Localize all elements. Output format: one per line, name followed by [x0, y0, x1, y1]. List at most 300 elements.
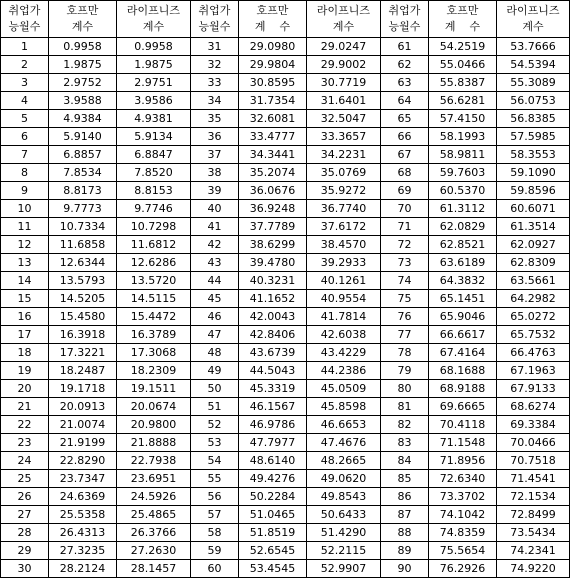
months-cell: 40	[191, 200, 239, 218]
months-cell: 30	[1, 560, 49, 578]
months-cell: 61	[381, 38, 429, 56]
leibniz-cell: 34.2231	[307, 146, 381, 164]
table-row	[1, 74, 570, 92]
hoffman-cell: 4.9384	[49, 110, 117, 128]
leibniz-cell: 4.9381	[117, 110, 191, 128]
hoffman-cell: 65.1451	[429, 290, 497, 308]
leibniz-cell: 71.4541	[497, 470, 570, 488]
months-cell: 71	[381, 218, 429, 236]
leibniz-cell: 56.0753	[497, 92, 570, 110]
leibniz-cell: 3.9586	[117, 92, 191, 110]
hoffman-cell: 63.6189	[429, 254, 497, 272]
months-cell: 7	[1, 146, 49, 164]
months-cell: 19	[1, 362, 49, 380]
leibniz-cell: 6.8847	[117, 146, 191, 164]
months-cell: 75	[381, 290, 429, 308]
header-row	[1, 1, 570, 38]
leibniz-cell: 73.5434	[497, 524, 570, 542]
hoffman-cell: 70.4118	[429, 416, 497, 434]
leibniz-cell: 63.5661	[497, 272, 570, 290]
hoffman-cell: 71.8956	[429, 452, 497, 470]
leibniz-cell: 66.4763	[497, 344, 570, 362]
table-row	[1, 344, 570, 362]
months-cell: 45	[191, 290, 239, 308]
hoffman-cell: 66.6617	[429, 326, 497, 344]
hoffman-cell: 17.3221	[49, 344, 117, 362]
table-row	[1, 398, 570, 416]
leibniz-cell: 40.9554	[307, 290, 381, 308]
table-row	[1, 542, 570, 560]
hoffman-cell: 39.4780	[239, 254, 307, 272]
leibniz-cell: 72.1534	[497, 488, 570, 506]
leibniz-cell: 44.2386	[307, 362, 381, 380]
hoffman-cell: 62.8521	[429, 236, 497, 254]
hoffman-cell: 22.8290	[49, 452, 117, 470]
header-leibniz-3: 라이프니즈 계수	[497, 1, 570, 38]
leibniz-cell: 54.5394	[497, 56, 570, 74]
leibniz-cell: 9.7746	[117, 200, 191, 218]
table-row	[1, 200, 570, 218]
header-months-3: 취업가 능월수	[381, 1, 429, 38]
leibniz-cell: 11.6812	[117, 236, 191, 254]
leibniz-cell: 15.4472	[117, 308, 191, 326]
table-row	[1, 362, 570, 380]
hoffman-cell: 48.6140	[239, 452, 307, 470]
months-cell: 80	[381, 380, 429, 398]
table-row	[1, 290, 570, 308]
leibniz-cell: 17.3068	[117, 344, 191, 362]
leibniz-cell: 70.7518	[497, 452, 570, 470]
leibniz-cell: 32.5047	[307, 110, 381, 128]
table-row	[1, 488, 570, 506]
hoffman-cell: 58.9811	[429, 146, 497, 164]
months-cell: 13	[1, 254, 49, 272]
months-cell: 62	[381, 56, 429, 74]
months-cell: 57	[191, 506, 239, 524]
table-row	[1, 128, 570, 146]
hoffman-cell: 29.0980	[239, 38, 307, 56]
table-row	[1, 434, 570, 452]
months-cell: 48	[191, 344, 239, 362]
months-cell: 36	[191, 128, 239, 146]
months-cell: 22	[1, 416, 49, 434]
hoffman-cell: 65.9046	[429, 308, 497, 326]
hoffman-cell: 21.0074	[49, 416, 117, 434]
header-months-1: 취업가 능월수	[1, 1, 49, 38]
header-months-2: 취업가 능월수	[191, 1, 239, 38]
hoffman-cell: 58.1993	[429, 128, 497, 146]
hoffman-cell: 75.5654	[429, 542, 497, 560]
months-cell: 87	[381, 506, 429, 524]
hoffman-cell: 3.9588	[49, 92, 117, 110]
header-leibniz-1: 라이프니즈 계수	[117, 1, 191, 38]
months-cell: 67	[381, 146, 429, 164]
leibniz-cell: 68.6274	[497, 398, 570, 416]
leibniz-cell: 8.8153	[117, 182, 191, 200]
leibniz-cell: 58.3553	[497, 146, 570, 164]
leibniz-cell: 0.9958	[117, 38, 191, 56]
months-cell: 35	[191, 110, 239, 128]
months-cell: 44	[191, 272, 239, 290]
hoffman-cell: 31.7354	[239, 92, 307, 110]
months-cell: 66	[381, 128, 429, 146]
months-cell: 9	[1, 182, 49, 200]
header-leibniz-2: 라이프니즈 계수	[307, 1, 381, 38]
months-cell: 4	[1, 92, 49, 110]
months-cell: 41	[191, 218, 239, 236]
leibniz-cell: 45.8598	[307, 398, 381, 416]
leibniz-cell: 13.5720	[117, 272, 191, 290]
table-row	[1, 38, 570, 56]
table-row	[1, 146, 570, 164]
hoffman-cell: 13.5793	[49, 272, 117, 290]
leibniz-cell: 65.7532	[497, 326, 570, 344]
months-cell: 69	[381, 182, 429, 200]
leibniz-cell: 70.0466	[497, 434, 570, 452]
months-cell: 2	[1, 56, 49, 74]
header-hoffman-3: 호프만 계 수	[429, 1, 497, 38]
leibniz-cell: 12.6286	[117, 254, 191, 272]
months-cell: 27	[1, 506, 49, 524]
hoffman-cell: 1.9875	[49, 56, 117, 74]
leibniz-cell: 30.7719	[307, 74, 381, 92]
hoffman-cell: 32.6081	[239, 110, 307, 128]
months-cell: 55	[191, 470, 239, 488]
leibniz-cell: 24.5926	[117, 488, 191, 506]
months-cell: 86	[381, 488, 429, 506]
hoffman-cell: 47.7977	[239, 434, 307, 452]
hoffman-cell: 69.6665	[429, 398, 497, 416]
hoffman-cell: 62.0829	[429, 218, 497, 236]
months-cell: 63	[381, 74, 429, 92]
hoffman-cell: 6.8857	[49, 146, 117, 164]
months-cell: 23	[1, 434, 49, 452]
months-cell: 39	[191, 182, 239, 200]
months-cell: 70	[381, 200, 429, 218]
hoffman-cell: 60.5370	[429, 182, 497, 200]
hoffman-cell: 33.4777	[239, 128, 307, 146]
leibniz-cell: 36.7740	[307, 200, 381, 218]
months-cell: 81	[381, 398, 429, 416]
hoffman-cell: 9.7773	[49, 200, 117, 218]
hoffman-cell: 16.3918	[49, 326, 117, 344]
hoffman-cell: 37.7789	[239, 218, 307, 236]
leibniz-cell: 74.9220	[497, 560, 570, 578]
months-cell: 64	[381, 92, 429, 110]
months-cell: 46	[191, 308, 239, 326]
hoffman-cell: 21.9199	[49, 434, 117, 452]
table-row	[1, 380, 570, 398]
hoffman-cell: 27.3235	[49, 542, 117, 560]
leibniz-cell: 57.5985	[497, 128, 570, 146]
hoffman-cell: 74.8359	[429, 524, 497, 542]
months-cell: 58	[191, 524, 239, 542]
hoffman-cell: 50.2284	[239, 488, 307, 506]
leibniz-cell: 48.2665	[307, 452, 381, 470]
table-row	[1, 218, 570, 236]
months-cell: 21	[1, 398, 49, 416]
hoffman-cell: 28.2124	[49, 560, 117, 578]
leibniz-cell: 46.6653	[307, 416, 381, 434]
hoffman-cell: 0.9958	[49, 38, 117, 56]
months-cell: 59	[191, 542, 239, 560]
months-cell: 11	[1, 218, 49, 236]
months-cell: 84	[381, 452, 429, 470]
leibniz-cell: 65.0272	[497, 308, 570, 326]
months-cell: 33	[191, 74, 239, 92]
leibniz-cell: 23.6951	[117, 470, 191, 488]
leibniz-cell: 33.3657	[307, 128, 381, 146]
hoffman-cell: 64.3832	[429, 272, 497, 290]
months-cell: 47	[191, 326, 239, 344]
hoffman-cell: 59.7603	[429, 164, 497, 182]
leibniz-cell: 43.4229	[307, 344, 381, 362]
hoffman-cell: 57.4150	[429, 110, 497, 128]
months-cell: 65	[381, 110, 429, 128]
leibniz-cell: 62.8309	[497, 254, 570, 272]
months-cell: 50	[191, 380, 239, 398]
months-cell: 6	[1, 128, 49, 146]
hoffman-cell: 51.0465	[239, 506, 307, 524]
leibniz-cell: 26.3766	[117, 524, 191, 542]
months-cell: 53	[191, 434, 239, 452]
leibniz-cell: 18.2309	[117, 362, 191, 380]
leibniz-cell: 1.9875	[117, 56, 191, 74]
hoffman-cell: 10.7334	[49, 218, 117, 236]
leibniz-cell: 28.1457	[117, 560, 191, 578]
hoffman-cell: 5.9140	[49, 128, 117, 146]
hoffman-cell: 46.9786	[239, 416, 307, 434]
table-row	[1, 416, 570, 434]
months-cell: 10	[1, 200, 49, 218]
hoffman-cell: 30.8595	[239, 74, 307, 92]
leibniz-cell: 2.9751	[117, 74, 191, 92]
hoffman-cell: 40.3231	[239, 272, 307, 290]
hoffman-cell: 71.1548	[429, 434, 497, 452]
hoffman-cell: 25.5358	[49, 506, 117, 524]
months-cell: 89	[381, 542, 429, 560]
hoffman-cell: 42.8406	[239, 326, 307, 344]
months-cell: 15	[1, 290, 49, 308]
months-cell: 72	[381, 236, 429, 254]
leibniz-cell: 29.9002	[307, 56, 381, 74]
hoffman-cell: 55.8387	[429, 74, 497, 92]
leibniz-cell: 29.0247	[307, 38, 381, 56]
hoffman-cell: 15.4580	[49, 308, 117, 326]
hoffman-cell: 52.6545	[239, 542, 307, 560]
months-cell: 31	[191, 38, 239, 56]
hoffman-cell: 34.3441	[239, 146, 307, 164]
months-cell: 17	[1, 326, 49, 344]
leibniz-cell: 64.2982	[497, 290, 570, 308]
hoffman-cell: 36.9248	[239, 200, 307, 218]
leibniz-cell: 42.6038	[307, 326, 381, 344]
hoffman-cell: 68.9188	[429, 380, 497, 398]
table-body	[1, 38, 570, 578]
hoffman-cell: 74.1042	[429, 506, 497, 524]
months-cell: 83	[381, 434, 429, 452]
months-cell: 73	[381, 254, 429, 272]
leibniz-cell: 51.4290	[307, 524, 381, 542]
months-cell: 51	[191, 398, 239, 416]
leibniz-cell: 49.8543	[307, 488, 381, 506]
hoffman-cell: 23.7347	[49, 470, 117, 488]
table-row	[1, 524, 570, 542]
leibniz-cell: 27.2630	[117, 542, 191, 560]
months-cell: 68	[381, 164, 429, 182]
table-row	[1, 506, 570, 524]
table-row	[1, 308, 570, 326]
leibniz-cell: 16.3789	[117, 326, 191, 344]
leibniz-cell: 74.2341	[497, 542, 570, 560]
months-cell: 52	[191, 416, 239, 434]
table-row	[1, 452, 570, 470]
months-cell: 18	[1, 344, 49, 362]
hoffman-cell: 61.3112	[429, 200, 497, 218]
months-cell: 5	[1, 110, 49, 128]
table-header	[1, 1, 570, 38]
hoffman-cell: 51.8519	[239, 524, 307, 542]
months-cell: 37	[191, 146, 239, 164]
leibniz-cell: 59.1090	[497, 164, 570, 182]
months-cell: 14	[1, 272, 49, 290]
leibniz-cell: 45.0509	[307, 380, 381, 398]
hoffman-cell: 67.4164	[429, 344, 497, 362]
leibniz-cell: 67.1963	[497, 362, 570, 380]
leibniz-cell: 20.9800	[117, 416, 191, 434]
header-hoffman-2: 호프만 계 수	[239, 1, 307, 38]
hoffman-cell: 26.4313	[49, 524, 117, 542]
months-cell: 3	[1, 74, 49, 92]
leibniz-cell: 53.7666	[497, 38, 570, 56]
leibniz-cell: 25.4865	[117, 506, 191, 524]
leibniz-cell: 22.7938	[117, 452, 191, 470]
hoffman-cell: 8.8173	[49, 182, 117, 200]
months-cell: 25	[1, 470, 49, 488]
hoffman-cell: 14.5205	[49, 290, 117, 308]
months-cell: 78	[381, 344, 429, 362]
months-cell: 85	[381, 470, 429, 488]
hoffman-cell: 54.2519	[429, 38, 497, 56]
table-row	[1, 92, 570, 110]
leibniz-cell: 31.6401	[307, 92, 381, 110]
leibniz-cell: 35.9272	[307, 182, 381, 200]
hoffman-cell: 76.2926	[429, 560, 497, 578]
months-cell: 49	[191, 362, 239, 380]
leibniz-cell: 61.3514	[497, 218, 570, 236]
leibniz-cell: 52.2115	[307, 542, 381, 560]
table-row	[1, 110, 570, 128]
hoffman-cell: 35.2074	[239, 164, 307, 182]
months-cell: 28	[1, 524, 49, 542]
leibniz-cell: 72.8499	[497, 506, 570, 524]
hoffman-cell: 2.9752	[49, 74, 117, 92]
months-cell: 43	[191, 254, 239, 272]
leibniz-cell: 7.8520	[117, 164, 191, 182]
months-cell: 82	[381, 416, 429, 434]
table-row	[1, 182, 570, 200]
leibniz-cell: 41.7814	[307, 308, 381, 326]
leibniz-cell: 62.0927	[497, 236, 570, 254]
header-hoffman-1: 호프만 계수	[49, 1, 117, 38]
months-cell: 32	[191, 56, 239, 74]
hoffman-cell: 44.5043	[239, 362, 307, 380]
table-row	[1, 326, 570, 344]
hoffman-cell: 68.1688	[429, 362, 497, 380]
months-cell: 29	[1, 542, 49, 560]
table-row	[1, 56, 570, 74]
leibniz-cell: 10.7298	[117, 218, 191, 236]
months-cell: 38	[191, 164, 239, 182]
table-row	[1, 236, 570, 254]
months-cell: 77	[381, 326, 429, 344]
hoffman-cell: 49.4276	[239, 470, 307, 488]
hoffman-cell: 56.6281	[429, 92, 497, 110]
hoffman-cell: 11.6858	[49, 236, 117, 254]
months-cell: 24	[1, 452, 49, 470]
leibniz-cell: 52.9907	[307, 560, 381, 578]
leibniz-cell: 21.8888	[117, 434, 191, 452]
hoffman-cell: 53.4545	[239, 560, 307, 578]
leibniz-cell: 38.4570	[307, 236, 381, 254]
hoffman-cell: 29.9804	[239, 56, 307, 74]
hoffman-cell: 20.0913	[49, 398, 117, 416]
leibniz-cell: 20.0674	[117, 398, 191, 416]
months-cell: 90	[381, 560, 429, 578]
hoffman-cell: 43.6739	[239, 344, 307, 362]
hoffman-cell: 7.8534	[49, 164, 117, 182]
months-cell: 20	[1, 380, 49, 398]
table-row	[1, 254, 570, 272]
hoffman-cell: 38.6299	[239, 236, 307, 254]
leibniz-cell: 35.0769	[307, 164, 381, 182]
leibniz-cell: 19.1511	[117, 380, 191, 398]
hoffman-cell: 12.6344	[49, 254, 117, 272]
hoffman-cell: 36.0676	[239, 182, 307, 200]
hoffman-cell: 18.2487	[49, 362, 117, 380]
months-cell: 12	[1, 236, 49, 254]
months-cell: 8	[1, 164, 49, 182]
months-cell: 79	[381, 362, 429, 380]
months-cell: 1	[1, 38, 49, 56]
hoffman-cell: 24.6369	[49, 488, 117, 506]
leibniz-cell: 37.6172	[307, 218, 381, 236]
months-cell: 88	[381, 524, 429, 542]
leibniz-cell: 14.5115	[117, 290, 191, 308]
leibniz-cell: 60.6071	[497, 200, 570, 218]
leibniz-cell: 39.2933	[307, 254, 381, 272]
leibniz-cell: 55.3089	[497, 74, 570, 92]
hoffman-cell: 45.3319	[239, 380, 307, 398]
months-cell: 76	[381, 308, 429, 326]
hoffman-cell: 73.3702	[429, 488, 497, 506]
months-cell: 54	[191, 452, 239, 470]
table-row	[1, 164, 570, 182]
hoffman-cell: 72.6340	[429, 470, 497, 488]
months-cell: 74	[381, 272, 429, 290]
hoffman-cell: 55.0466	[429, 56, 497, 74]
leibniz-cell: 40.1261	[307, 272, 381, 290]
leibniz-cell: 5.9134	[117, 128, 191, 146]
leibniz-cell: 50.6433	[307, 506, 381, 524]
leibniz-cell: 59.8596	[497, 182, 570, 200]
months-cell: 26	[1, 488, 49, 506]
months-cell: 16	[1, 308, 49, 326]
leibniz-cell: 47.4676	[307, 434, 381, 452]
table-row	[1, 470, 570, 488]
leibniz-cell: 67.9133	[497, 380, 570, 398]
months-cell: 42	[191, 236, 239, 254]
